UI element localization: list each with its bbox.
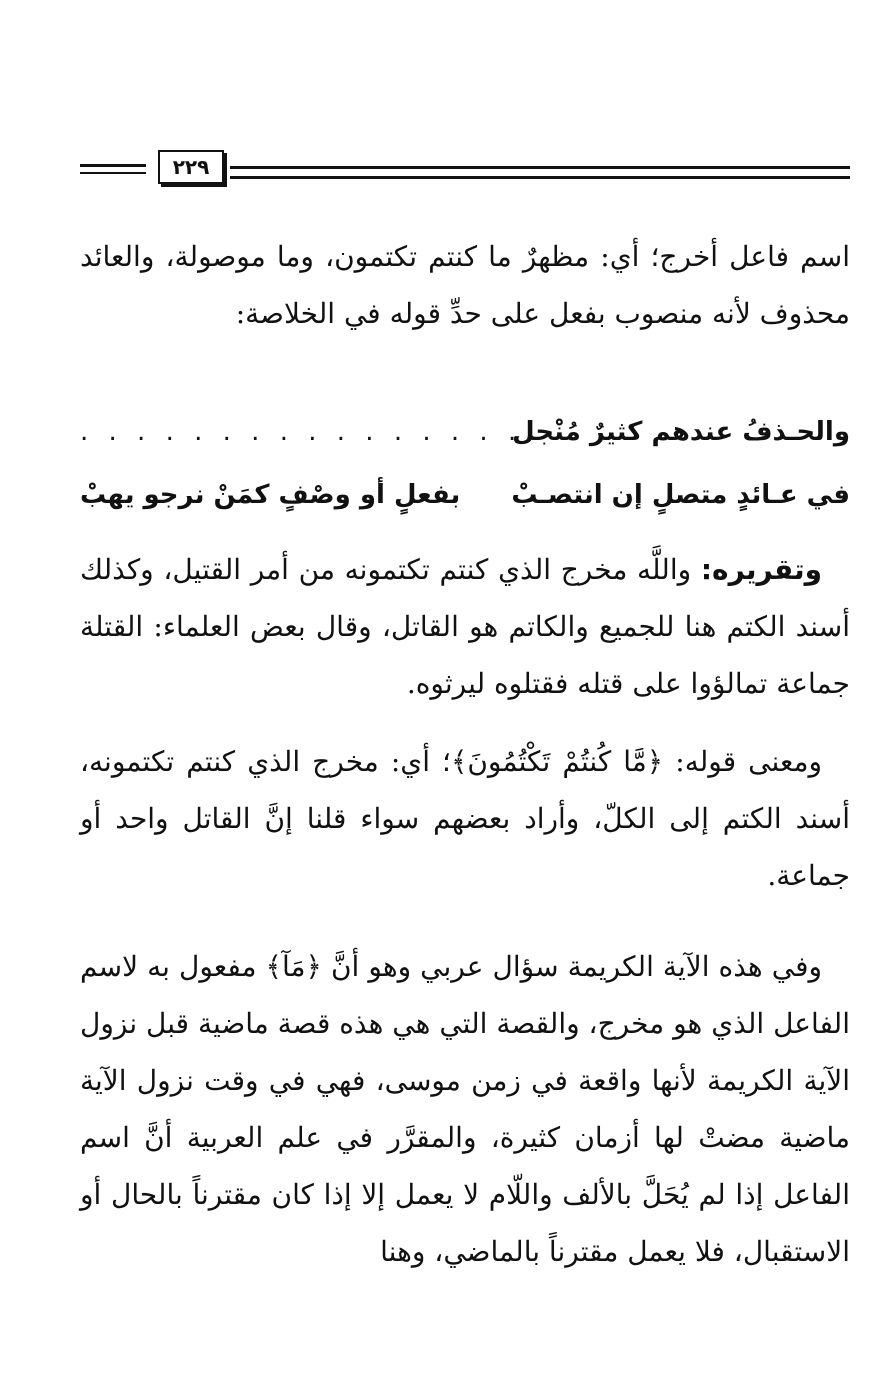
paragraph-4-after: مفعول به لاسم الفاعل الذي هو مخرج، والقصة التي هي هذه قصة ماضية قبل نزول الآية الكريمة لأنها واقعة في زمن موسى، فهي في وقت نزول الآية ماضية مضتْ لها أزمان كثيرة، والمقرَّر في علم العربية أنَّ اسم الفاعل إذا لم يُحَلَّ بالألف واللّام لا يعمل إلا إذا كان مقترناً بالحال أو الاستقبال، فلا يعمل مقترناً بالماضي، وهنا <box>80 950 851 1268</box>
verse-2-second-hemistich: بفعلٍ أو وصْفٍ كمَنْ نرجو يهبْ <box>80 480 461 510</box>
paragraph-3-before: ومعنى قوله: <box>663 745 822 778</box>
paragraph-3-after: ؛ أي: مخرج الذي كنتم تكتمونه، أسند الكتم إلى الكلّ، وأراد بعضهم سواء قلنا إنَّ القاتل واحد أو جماعة. <box>80 745 850 892</box>
quran-quote-ma: ﴿مَآ﴾ <box>265 950 322 983</box>
poetry-verse-1 <box>80 412 850 452</box>
paragraph-4 <box>80 938 850 1280</box>
paragraph-2 <box>80 541 850 712</box>
page-header <box>80 150 850 190</box>
poetry-verse-2 <box>80 475 850 515</box>
header-rule-short <box>80 164 146 174</box>
header-rule-long <box>230 166 850 179</box>
paragraph-1: اسم فاعل أخرج؛ أي: مظهرٌ ما كنتم تكتمون، وما موصولة، والعائد محذوف لأنه منصوب بفعل على حدِّ قوله في الخلاصة: <box>80 240 850 330</box>
paragraph-4-before: وفي هذه الآية الكريمة سؤال عربي وهو أنَّ <box>321 950 822 983</box>
verse-2-first-hemistich: في عـائدٍ متصلٍ إن انتصـبْ <box>511 480 850 510</box>
verse-1-second-hemistich: . . . . . . . . . . . . . . . . <box>80 417 523 447</box>
paragraph-2-lead: وتقريره: <box>700 553 822 586</box>
quran-quote: ﴿مَّا كُنتُمْ تَكْتُمُونَ﴾ <box>450 745 664 778</box>
paragraph-3 <box>80 733 850 904</box>
paragraph-2-text: واللَّه مخرج الذي كنتم تكتمونه من أمر القتيل، وكذلك أسند الكتم هنا للجميع والكاتم هو القاتل، وقال بعض العلماء: القتلة جماعة تمالؤوا على قتله فقتلوه ليرثوه. <box>80 553 850 700</box>
verse-1-first-hemistich: والحـذفُ عندهم كثيرٌ مُنْجل <box>512 417 850 447</box>
page-number: ٢٢٩ <box>158 150 224 184</box>
